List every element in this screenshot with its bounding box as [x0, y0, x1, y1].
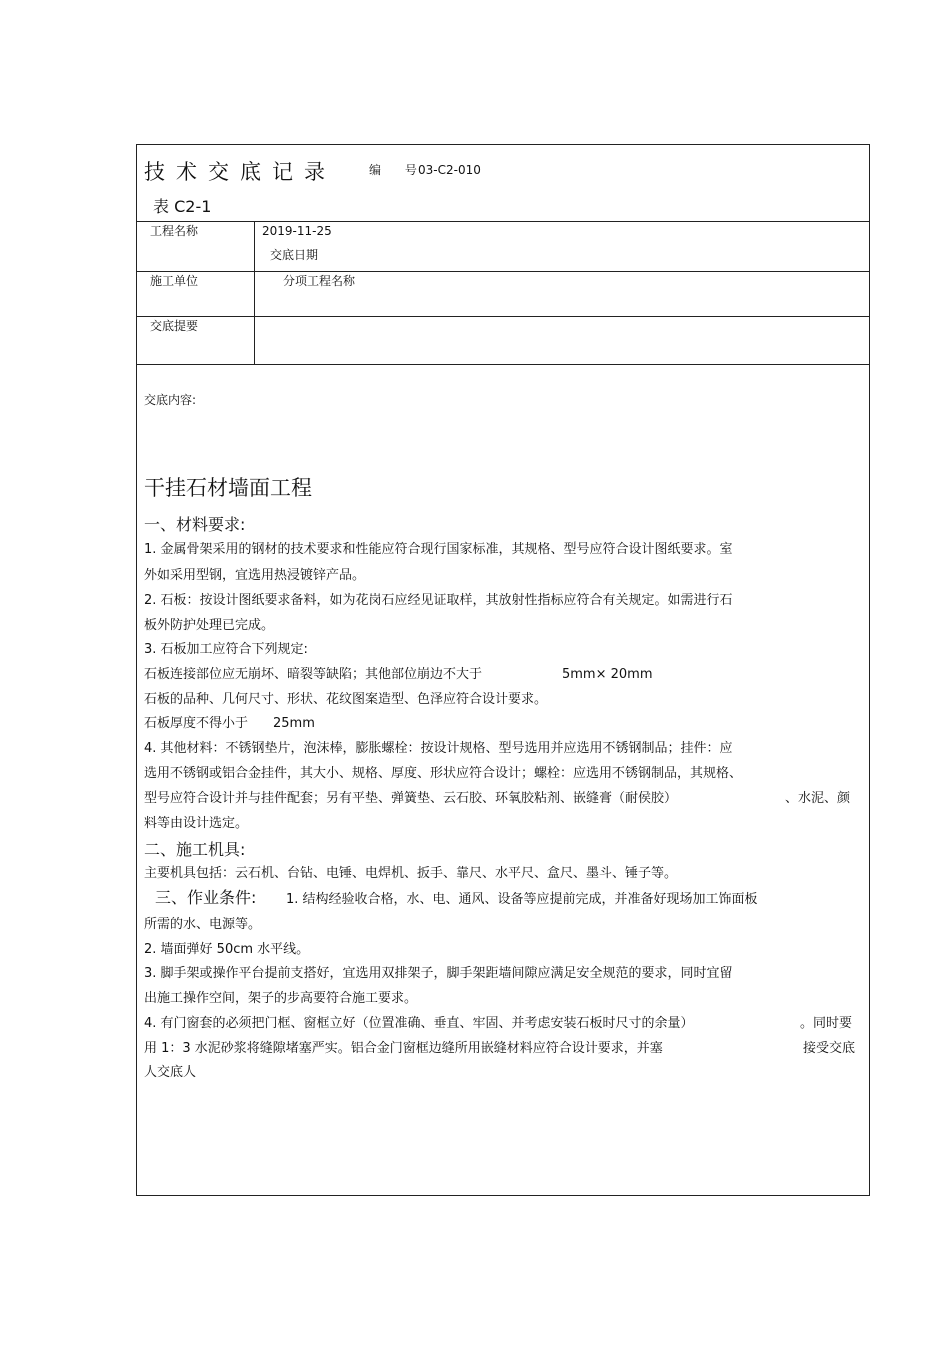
paragraph-line: 1. 结构经验收合格，水、电、通风、设备等应提前完成，并准备好现场加工饰面板 — [286, 892, 758, 907]
section-tools: 二、施工机具: — [144, 840, 246, 859]
paragraph-line: 2. 石板：按设计图纸要求备料，如为花岗石应经见证取样，其放射性指标应符合有关规定。如需进行石 — [144, 593, 733, 608]
contractor-label: 施工单位 — [150, 274, 199, 288]
paragraph-line: 主要机具包括：云石机、台钻、电锤、电焊机、扳手、靠尺、水平尺、盒尺、墨斗、锤子等。 — [144, 866, 678, 881]
paragraph-line: 料等由设计选定。 — [144, 816, 249, 831]
divider-row2 — [136, 316, 870, 317]
paragraph-line: 外如采用型钢，宜选用热浸镀锌产品。 — [144, 568, 366, 583]
section-conditions: 三、作业条件: — [155, 888, 257, 907]
paragraph-line: 所需的水、电源等。 — [144, 917, 262, 932]
summary-label: 交底提要 — [150, 319, 199, 333]
divider-header — [136, 221, 870, 222]
paragraph-line: 用 1：3 水泥砂浆将缝隙堵塞严实。铝合金门窗框边缝所用嵌缝材料应符合设计要求，并塞 — [144, 1041, 663, 1056]
document-title: 技术交底记录 — [144, 160, 336, 184]
paragraph-line: 4. 其他材料：不锈钢垫片，泡沫棒，膨胀螺栓：按设计规格、型号选用并应选用不锈钢制品；挂件：应 — [144, 741, 733, 756]
section-materials: 一、材料要求: — [144, 515, 246, 534]
paragraph-line: 出施工操作空间，架子的步高要符合施工要求。 — [144, 991, 418, 1006]
paragraph-line: 2. 墙面弹好 50cm 水平线。 — [144, 942, 310, 957]
divider-row1 — [136, 271, 870, 272]
paragraph-line: 型号应符合设计并与挂件配套；另有平垫、弹簧垫、云石胶、环氧胶粘剂、嵌缝膏（耐侯胶） — [144, 791, 678, 806]
paragraph-value: 25mm — [273, 716, 315, 731]
doc-heading: 干挂石材墙面工程 — [144, 476, 312, 500]
paragraph-line: 石板连接部位应无崩坏、暗裂等缺陷；其他部位崩边不大于 — [144, 667, 483, 682]
paragraph-value: 、水泥、颜 — [785, 791, 851, 806]
paragraph-line: 石板厚度不得小于 — [144, 716, 249, 731]
signature-label: 接受交底 — [803, 1041, 856, 1056]
paragraph-line: 石板的品种、几何尺寸、形状、花纹图案造型、色泽应符合设计要求。 — [144, 692, 548, 707]
paragraph-line: 选用不锈钢或铝合金挂件，其大小、规格、厚度、形状应符合设计；螺栓：应选用不锈钢制品，其规格、 — [144, 766, 743, 781]
content-label: 交底内容: — [144, 393, 197, 407]
paragraph-line: 3. 脚手架或操作平台提前支搭好，宜选用双排架子，脚手架距墙间隙应满足安全规范的要求，同时宜留 — [144, 966, 733, 981]
paragraph-line: 4. 有门窗套的必须把门框、窗框立好（位置准确、垂直、牢固、并考虑安装石板时尺寸的余量） — [144, 1016, 694, 1031]
date-value: 2019-11-25 — [262, 224, 332, 238]
paragraph-value: 5mm× 20mm — [562, 667, 653, 682]
signature-label: 人交底人 — [144, 1065, 197, 1080]
number-value: 03-C2-010 — [418, 163, 481, 177]
paragraph-line: 3. 石板加工应符合下列规定: — [144, 642, 308, 657]
date-label: 交底日期 — [270, 248, 319, 262]
project-name-label: 工程名称 — [150, 224, 199, 238]
paragraph-value: 。同时要 — [800, 1016, 853, 1031]
number-label: 编 号 — [369, 163, 427, 177]
column-divider — [254, 221, 255, 365]
paragraph-line: 板外防护处理已完成。 — [144, 618, 275, 633]
sub-project-label: 分项工程名称 — [283, 274, 356, 288]
form-code: 表 C2-1 — [153, 197, 212, 216]
paragraph-line: 1. 金属骨架采用的钢材的技术要求和性能应符合现行国家标准，其规格、型号应符合设计图纸要求。室 — [144, 542, 733, 557]
divider-row3 — [136, 364, 870, 365]
